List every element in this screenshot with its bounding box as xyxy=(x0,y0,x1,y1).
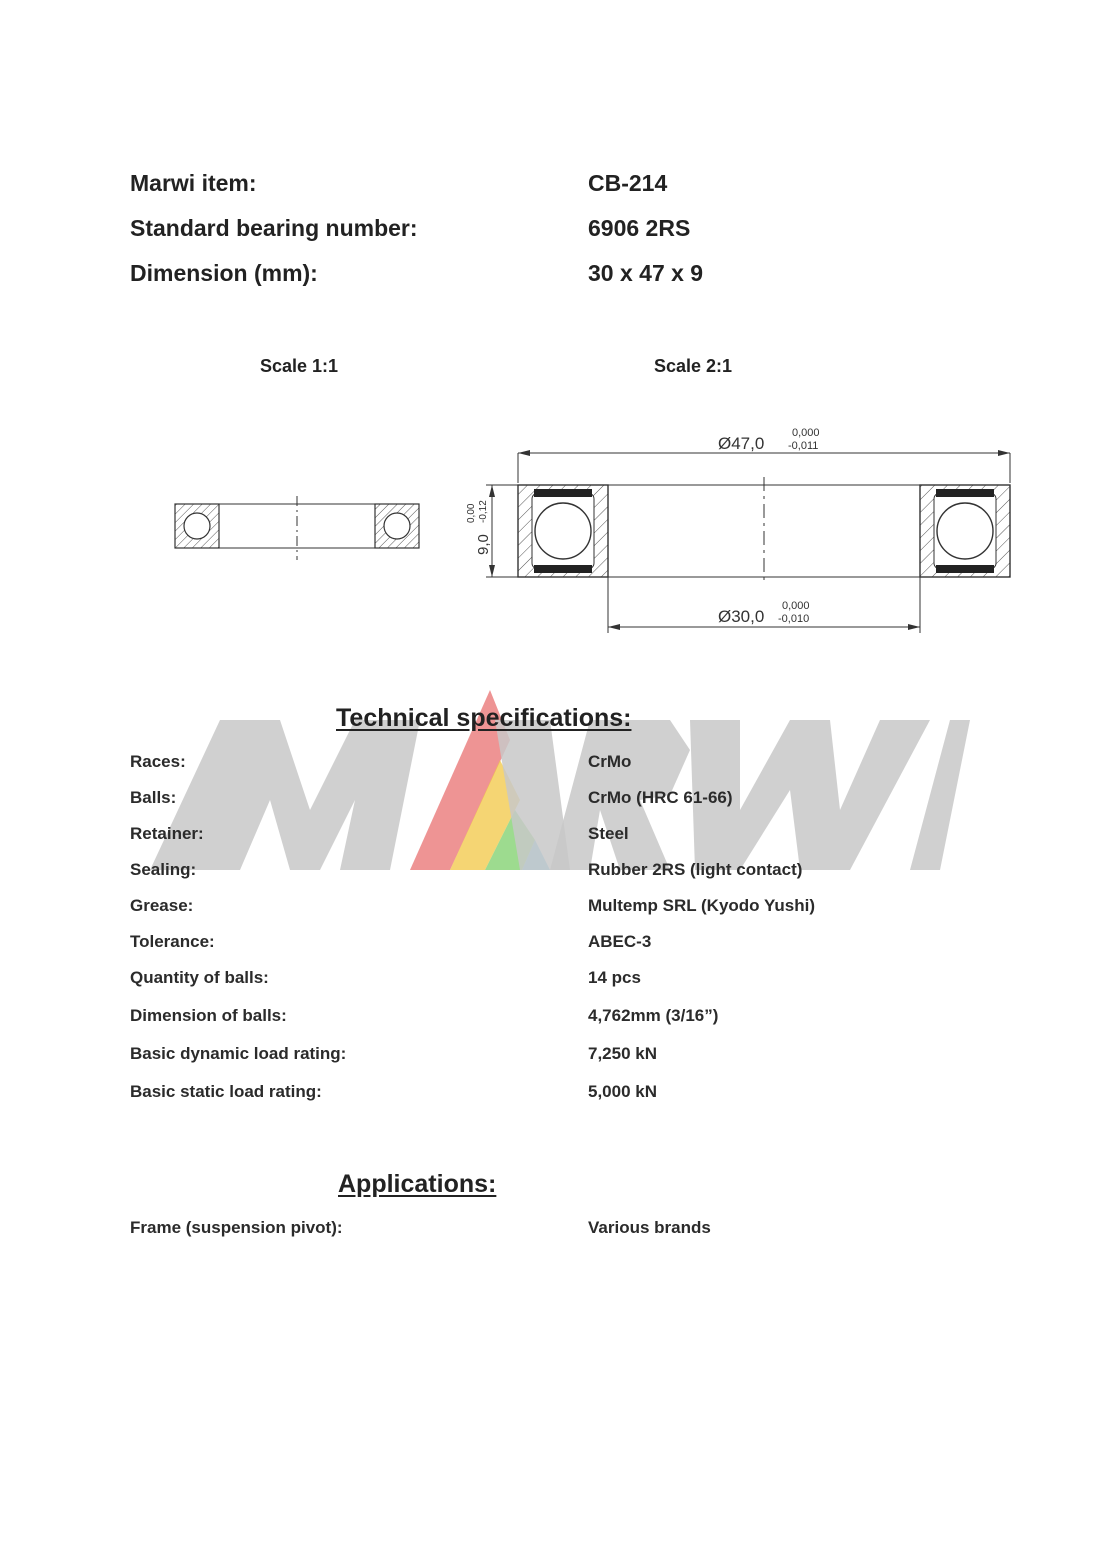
bearing-drawing-scale-1-1 xyxy=(165,490,435,570)
spec-row-grease xyxy=(130,896,950,920)
inner-tolerance-lower: -0,010 xyxy=(778,613,810,625)
bearing-section-left xyxy=(175,504,219,548)
bearing-section-right xyxy=(920,485,1010,577)
spec-label: Balls: xyxy=(130,788,177,807)
outer-tolerance-lower: -0,011 xyxy=(788,440,819,452)
spec-row-races xyxy=(130,752,950,776)
header-row-bearing-number xyxy=(130,215,930,249)
spec-row-dimension-of-balls xyxy=(130,1006,950,1030)
header-row-dimension xyxy=(130,260,930,294)
application-row-frame xyxy=(130,1218,950,1242)
width-value: 9,0 xyxy=(475,534,492,555)
header-label: Marwi item: xyxy=(130,170,257,196)
spec-value: CrMo (HRC 61-66) xyxy=(588,788,733,807)
spec-row-dynamic-load xyxy=(130,1044,950,1068)
spec-value: 4,762mm (3/16”) xyxy=(588,1006,719,1025)
spec-value: ABEC-3 xyxy=(588,932,652,951)
spec-row-retainer xyxy=(130,824,950,848)
spec-label: Basic static load rating: xyxy=(130,1082,322,1101)
width-tolerance-lower: -0,12 xyxy=(478,500,489,523)
outer-tolerance-upper: 0,000 xyxy=(792,427,820,439)
spec-row-sealing xyxy=(130,860,950,884)
technical-specifications-heading: Technical specifications: xyxy=(336,704,632,732)
bearing-section-left xyxy=(518,485,608,577)
header-row-item xyxy=(130,170,930,204)
applications-heading: Applications: xyxy=(338,1170,497,1198)
spec-value: Steel xyxy=(588,824,629,843)
spec-value: 7,250 kN xyxy=(588,1044,657,1063)
spec-label: Tolerance: xyxy=(130,932,215,951)
scale-1-1-label: Scale 1:1 xyxy=(260,356,339,376)
outer-diameter-dimension xyxy=(518,427,1010,483)
inner-diameter-dimension xyxy=(608,577,920,633)
width-dimension xyxy=(466,485,518,577)
header-value: 30 x 47 x 9 xyxy=(588,260,704,286)
spec-row-quantity-of-balls xyxy=(130,968,950,992)
inner-diameter-value: Ø30,0 xyxy=(718,607,765,626)
spec-value: 14 pcs xyxy=(588,968,641,987)
application-value: Various brands xyxy=(588,1218,711,1237)
spec-label: Retainer: xyxy=(130,824,204,843)
spec-label: Quantity of balls: xyxy=(130,968,269,987)
header-label: Dimension (mm): xyxy=(130,260,318,286)
header-value: CB-214 xyxy=(588,170,668,196)
spec-label: Races: xyxy=(130,752,186,771)
outer-diameter-value: Ø47,0 xyxy=(718,434,765,453)
bearing-section-right xyxy=(375,504,419,548)
inner-tolerance-upper: 0,000 xyxy=(782,600,810,612)
spec-value: 5,000 kN xyxy=(588,1082,657,1101)
spec-row-balls xyxy=(130,788,950,812)
application-label: Frame (suspension pivot): xyxy=(130,1218,343,1237)
spec-row-tolerance xyxy=(130,932,950,956)
spec-value: CrMo xyxy=(588,752,632,771)
spec-label: Grease: xyxy=(130,896,194,915)
spec-row-static-load xyxy=(130,1082,950,1106)
width-tolerance-upper: 0,00 xyxy=(466,503,477,523)
spec-label: Dimension of balls: xyxy=(130,1006,287,1025)
header-value: 6906 2RS xyxy=(588,215,691,241)
header-label: Standard bearing number: xyxy=(130,215,418,241)
bearing-drawing-scale-2-1 xyxy=(466,415,1030,640)
scale-2-1-label: Scale 2:1 xyxy=(654,356,733,376)
spec-label: Sealing: xyxy=(130,860,197,879)
spec-label: Basic dynamic load rating: xyxy=(130,1044,347,1063)
spec-value: Rubber 2RS (light contact) xyxy=(588,860,803,879)
spec-value: Multemp SRL (Kyodo Yushi) xyxy=(588,896,815,915)
